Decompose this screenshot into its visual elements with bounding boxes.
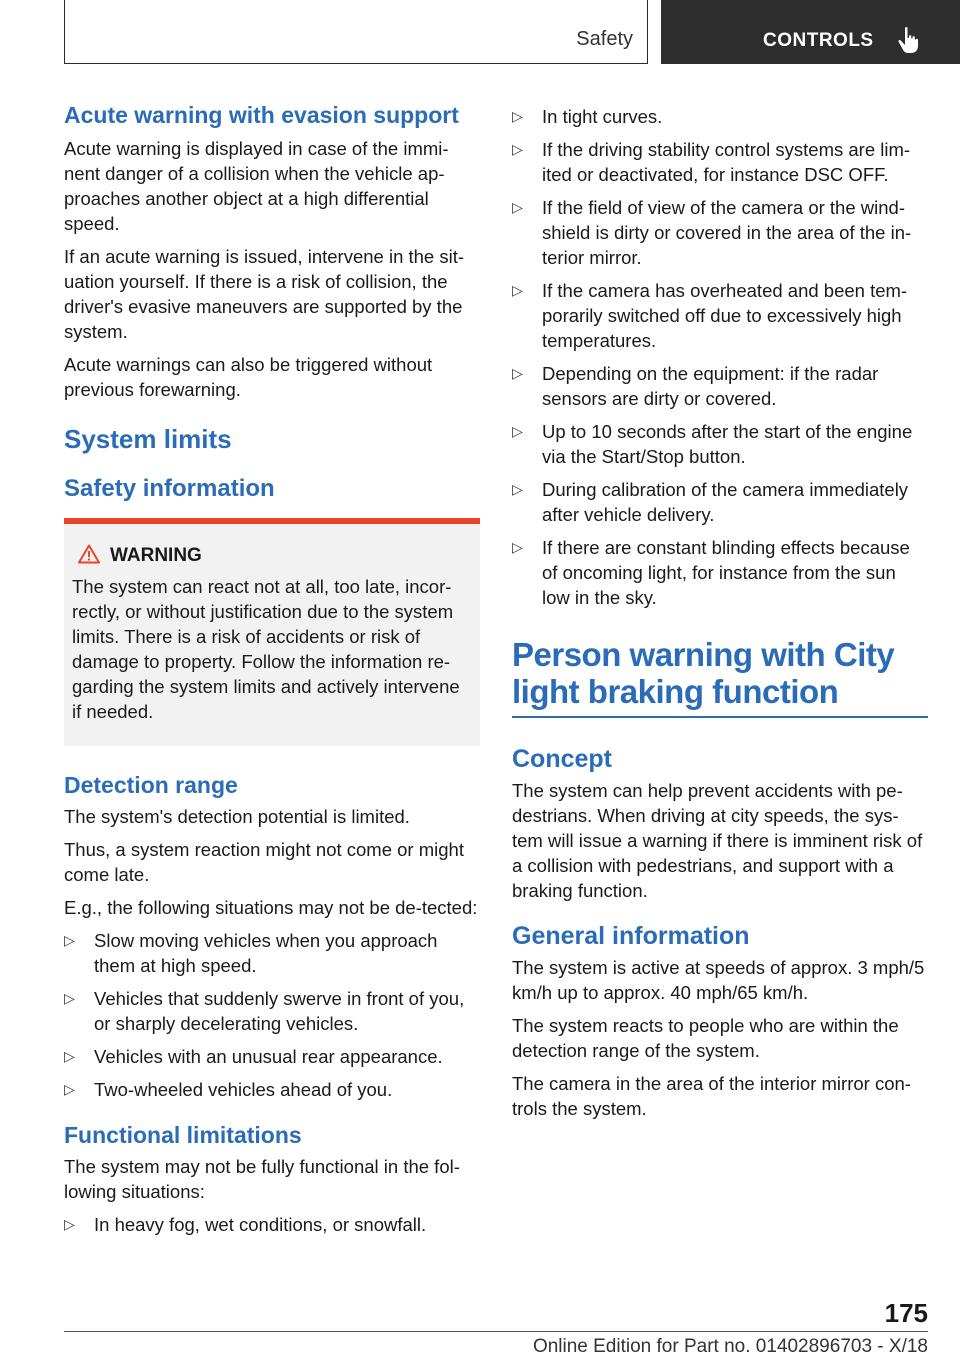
detection-list: [64, 928, 480, 1102]
bullet-triangle-icon: ▷: [64, 1048, 75, 1064]
general-paragraph-1: The system is active at speeds of approx. 3 mph/5 km/h up to approx. 40 mph/65 km/h.: [512, 956, 925, 1003]
pointing-hand-icon: [897, 26, 919, 54]
warning-triangle-icon: [78, 544, 100, 564]
bullet-triangle-icon: ▷: [512, 141, 523, 157]
bullet-triangle-icon: ▷: [512, 282, 523, 298]
general-paragraph-2: The system reacts to people who are within the detection range of the system.: [512, 1014, 899, 1061]
warning-label: WARNING: [110, 545, 202, 566]
left-column: [64, 100, 480, 1245]
heading-divider: [512, 716, 928, 718]
functional-paragraph: The system may not be fully functional in the fol-lowing situations:: [64, 1156, 460, 1202]
header-section-title: Safety: [576, 28, 633, 50]
bullet-triangle-icon: ▷: [64, 932, 75, 948]
footer-divider: [64, 1331, 928, 1332]
bullet-triangle-icon: ▷: [512, 199, 523, 215]
list-item: ▷ In heavy fog, wet conditions, or snowfall.: [64, 1214, 427, 1235]
right-column: [512, 104, 928, 1129]
functional-list: [64, 1212, 480, 1237]
person-warning-heading: Person warning with City light braking function: [512, 636, 895, 710]
general-paragraph-3: The camera in the area of the interior mirror con-trols the system.: [512, 1072, 911, 1119]
list-item: ▷ If there are constant blinding effects because of oncoming light, for instance from the sun low in the sky.: [512, 537, 910, 608]
header-chapter-title: CONTROLS: [763, 30, 874, 51]
page-number: 175: [884, 1298, 928, 1328]
concept-paragraph: The system can help prevent accidents with pe-destrians. When driving at city speeds, the sys-tem will issue a warning if there is imminent risk of a collision with pedestrians, and support with a braking function.: [512, 779, 923, 901]
functional-list-continued: [512, 104, 928, 610]
list-item: ▷ If the field of view of the camera or the wind-shield is dirty or covered in the area of the in-terior mirror.: [512, 197, 912, 268]
bullet-triangle-icon: ▷: [512, 539, 523, 555]
list-item: ▷ Depending on the equipment: if the radar sensors are dirty or covered.: [512, 363, 879, 409]
safety-information-heading: Safety information: [64, 475, 275, 502]
warning-title: [110, 544, 472, 568]
detection-paragraph-3: E.g., the following situations may not be de-tected:: [64, 897, 478, 918]
list-item: ▷ Two-wheeled vehicles ahead of you.: [64, 1079, 393, 1100]
acute-paragraph-1: Acute warning is displayed in case of the immi-nent danger of a collision when the vehicle ap-proaches another object at a high differential speed.: [64, 138, 449, 234]
general-information-heading: General information: [512, 921, 750, 950]
bullet-triangle-icon: ▷: [512, 365, 523, 381]
list-item: ▷ Vehicles that suddenly swerve in front of you, or sharply decelerating vehicles.: [64, 988, 465, 1034]
list-item: ▷ If the camera has overheated and been tem-porarily switched off due to excessively high temperatures.: [512, 280, 908, 351]
list-item: ▷ During calibration of the camera immediately after vehicle delivery.: [512, 479, 909, 525]
list-item: ▷ Vehicles with an unusual rear appearance.: [64, 1046, 443, 1067]
footer-edition: Online Edition for Part no. 01402896703 - X/18: [532, 1336, 928, 1357]
bullet-triangle-icon: ▷: [512, 108, 523, 124]
functional-limitations-heading: Functional limitations: [64, 1122, 302, 1148]
warning-text: The system can react not at all, too late, incor-rectly, or without justification due to the system limits. There is a risk of accidents or risk of damage to property. Follow the information re-garding the system limits and actively intervene if needed.: [72, 576, 460, 722]
list-item: ▷ Slow moving vehicles when you approach them at high speed.: [64, 930, 438, 976]
concept-heading: Concept: [512, 744, 612, 773]
list-item: ▷ If the driving stability control systems are lim-ited or deactivated, for instance DSC OFF.: [512, 139, 911, 185]
detection-range-heading: Detection range: [64, 772, 238, 798]
acute-paragraph-3: Acute warnings can also be triggered without previous forewarning.: [64, 354, 433, 400]
acute-paragraph-2: If an acute warning is issued, intervene in the sit-uation yourself. If there is a risk of collision, the driver's evasive maneuvers are supported by the system.: [64, 246, 465, 342]
system-limits-heading: System limits: [64, 424, 232, 454]
bullet-triangle-icon: ▷: [512, 481, 523, 497]
header-section-box: [64, 0, 648, 64]
detection-paragraph-1: The system's detection potential is limited.: [64, 806, 410, 827]
bullet-triangle-icon: ▷: [64, 1216, 75, 1232]
bullet-triangle-icon: ▷: [64, 990, 75, 1006]
list-item: ▷ Up to 10 seconds after the start of the engine via the Start/Stop button.: [512, 421, 913, 467]
header-chapter-box: [661, 0, 960, 64]
detection-paragraph-2: Thus, a system reaction might not come or might come late.: [64, 839, 464, 885]
bullet-triangle-icon: ▷: [512, 423, 523, 439]
acute-warning-heading: Acute warning with evasion support: [64, 102, 459, 128]
list-item: ▷ In tight curves.: [512, 106, 663, 127]
warning-box: [64, 518, 480, 746]
bullet-triangle-icon: ▷: [64, 1081, 75, 1097]
